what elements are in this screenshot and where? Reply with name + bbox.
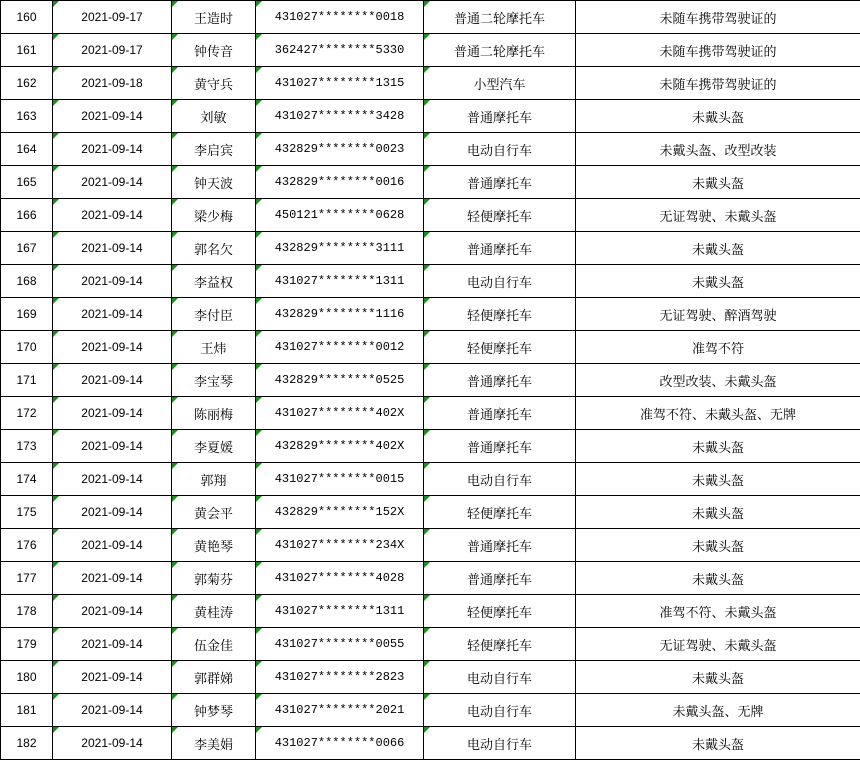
cell-number[interactable]: 176 [1,529,53,562]
table-row [1,34,860,67]
cell-date[interactable]: 2021-09-14 [53,232,172,265]
cell-number[interactable]: 175 [1,496,53,529]
cell-number[interactable]: 178 [1,595,53,628]
cell-number[interactable]: 182 [1,727,53,760]
cell-violation[interactable]: 未随车携带驾驶证的 [576,34,860,67]
cell-id-number[interactable]: 431027********0015 [256,463,424,496]
cell-name[interactable]: 王炜 [172,331,256,364]
cell-id-number[interactable]: 432829********152X [256,496,424,529]
cell-name[interactable]: 李美娟 [172,727,256,760]
cell-number[interactable]: 160 [1,1,53,34]
cell-vehicle-type[interactable]: 电动自行车 [424,133,576,166]
cell-vehicle-type[interactable]: 普通摩托车 [424,232,576,265]
cell-number[interactable]: 166 [1,199,53,232]
cell-date[interactable]: 2021-09-14 [53,463,172,496]
cell-name[interactable]: 李益权 [172,265,256,298]
cell-number[interactable]: 165 [1,166,53,199]
cell-number[interactable]: 174 [1,463,53,496]
cell-violation[interactable]: 无证驾驶、未戴头盔 [576,628,860,661]
cell-date[interactable]: 2021-09-14 [53,529,172,562]
cell-violation[interactable]: 未戴头盔 [576,562,860,595]
cell-violation[interactable]: 未戴头盔 [576,232,860,265]
cell-violation[interactable]: 未随车携带驾驶证的 [576,1,860,34]
cell-violation[interactable]: 未戴头盔 [576,265,860,298]
cell-vehicle-type[interactable]: 普通摩托车 [424,100,576,133]
cell-vehicle-type[interactable]: 轻便摩托车 [424,199,576,232]
cell-id-number[interactable]: 432829********1116 [256,298,424,331]
cell-violation[interactable]: 改型改装、未戴头盔 [576,364,860,397]
cell-violation[interactable]: 未戴头盔 [576,661,860,694]
cell-name[interactable]: 钟天波 [172,166,256,199]
cell-vehicle-type[interactable]: 普通摩托车 [424,397,576,430]
table-row [1,595,860,628]
cell-name[interactable]: 黄桂涛 [172,595,256,628]
cell-number[interactable]: 180 [1,661,53,694]
table-row [1,364,860,397]
cell-violation[interactable]: 准驾不符、未戴头盔、无牌 [576,397,860,430]
cell-name[interactable]: 黄会平 [172,496,256,529]
cell-id-number[interactable]: 362427********5330 [256,34,424,67]
cell-id-number[interactable]: 431027********3428 [256,100,424,133]
cell-id-number[interactable]: 431027********0012 [256,331,424,364]
cell-date[interactable]: 2021-09-17 [53,1,172,34]
cell-vehicle-type[interactable]: 普通摩托车 [424,166,576,199]
cell-violation[interactable]: 准驾不符 [576,331,860,364]
cell-number[interactable]: 170 [1,331,53,364]
table-row [1,562,860,595]
cell-vehicle-type[interactable]: 电动自行车 [424,265,576,298]
cell-name[interactable]: 李宝琴 [172,364,256,397]
cell-name[interactable]: 李启宾 [172,133,256,166]
table-row [1,67,860,100]
cell-vehicle-type[interactable]: 轻便摩托车 [424,595,576,628]
cell-vehicle-type[interactable]: 普通二轮摩托车 [424,1,576,34]
table-row [1,265,860,298]
cell-date[interactable]: 2021-09-14 [53,364,172,397]
cell-date[interactable]: 2021-09-14 [53,496,172,529]
table-row [1,628,860,661]
table-row [1,166,860,199]
cell-number[interactable]: 181 [1,694,53,727]
table-row [1,133,860,166]
cell-number[interactable]: 161 [1,34,53,67]
cell-vehicle-type[interactable]: 普通摩托车 [424,364,576,397]
cell-name[interactable]: 李付臣 [172,298,256,331]
cell-number[interactable]: 172 [1,397,53,430]
cell-date[interactable]: 2021-09-18 [53,67,172,100]
cell-date[interactable]: 2021-09-14 [53,331,172,364]
cell-date[interactable]: 2021-09-14 [53,661,172,694]
cell-name[interactable]: 郭菊芬 [172,562,256,595]
cell-id-number[interactable]: 431027********1311 [256,265,424,298]
table-row [1,298,860,331]
table-row [1,463,860,496]
cell-violation[interactable]: 未戴头盔 [576,430,860,463]
cell-vehicle-type[interactable]: 普通摩托车 [424,430,576,463]
cell-name[interactable]: 陈丽梅 [172,397,256,430]
cell-number[interactable]: 163 [1,100,53,133]
cell-name[interactable]: 钟梦琴 [172,694,256,727]
cell-date[interactable]: 2021-09-14 [53,694,172,727]
cell-date[interactable]: 2021-09-14 [53,133,172,166]
table-row [1,529,860,562]
table-row [1,694,860,727]
table-row [1,397,860,430]
cell-name[interactable]: 王造时 [172,1,256,34]
cell-id-number[interactable]: 431027********0018 [256,1,424,34]
cell-number[interactable]: 164 [1,133,53,166]
cell-id-number[interactable]: 432829********0525 [256,364,424,397]
cell-id-number[interactable]: 431027********2021 [256,694,424,727]
cell-violation[interactable]: 未戴头盔 [576,496,860,529]
cell-vehicle-type[interactable]: 普通二轮摩托车 [424,34,576,67]
cell-date[interactable]: 2021-09-14 [53,298,172,331]
cell-id-number[interactable]: 432829********0016 [256,166,424,199]
cell-name[interactable]: 刘敏 [172,100,256,133]
cell-id-number[interactable]: 432829********0023 [256,133,424,166]
cell-date[interactable]: 2021-09-14 [53,595,172,628]
cell-id-number[interactable]: 431027********1311 [256,595,424,628]
table-row [1,199,860,232]
cell-date[interactable]: 2021-09-14 [53,430,172,463]
cell-name[interactable]: 黄艳琴 [172,529,256,562]
table-row [1,430,860,463]
cell-id-number[interactable]: 450121********0628 [256,199,424,232]
cell-date[interactable]: 2021-09-17 [53,34,172,67]
cell-id-number[interactable]: 431027********4028 [256,562,424,595]
cell-vehicle-type[interactable]: 轻便摩托车 [424,496,576,529]
cell-violation[interactable]: 未戴头盔 [576,100,860,133]
cell-date[interactable]: 2021-09-14 [53,397,172,430]
cell-date[interactable]: 2021-09-14 [53,265,172,298]
cell-name[interactable]: 郭名欠 [172,232,256,265]
cell-vehicle-type[interactable]: 电动自行车 [424,727,576,760]
cell-violation[interactable]: 未戴头盔、改型改装 [576,133,860,166]
table-row [1,727,860,760]
cell-id-number[interactable]: 431027********234X [256,529,424,562]
cell-number[interactable]: 167 [1,232,53,265]
cell-name[interactable]: 黄守兵 [172,67,256,100]
cell-violation[interactable]: 未戴头盔、无牌 [576,694,860,727]
cell-vehicle-type[interactable]: 普通摩托车 [424,529,576,562]
table-row [1,100,860,133]
cell-id-number[interactable]: 431027********0066 [256,727,424,760]
cell-vehicle-type[interactable]: 电动自行车 [424,463,576,496]
cell-violation[interactable]: 准驾不符、未戴头盔 [576,595,860,628]
cell-number[interactable]: 171 [1,364,53,397]
cell-number[interactable]: 173 [1,430,53,463]
cell-vehicle-type[interactable]: 普通摩托车 [424,562,576,595]
cell-date[interactable]: 2021-09-14 [53,727,172,760]
cell-id-number[interactable]: 431027********0055 [256,628,424,661]
table-row [1,496,860,529]
cell-date[interactable]: 2021-09-14 [53,199,172,232]
table-row [1,661,860,694]
cell-number[interactable]: 179 [1,628,53,661]
cell-violation[interactable]: 未戴头盔 [576,529,860,562]
records-table-body [1,1,860,760]
cell-name[interactable]: 钟传音 [172,34,256,67]
cell-vehicle-type[interactable]: 轻便摩托车 [424,298,576,331]
table-row [1,1,860,34]
table-row [1,232,860,265]
cell-date[interactable]: 2021-09-14 [53,166,172,199]
cell-name[interactable]: 郭翔 [172,463,256,496]
cell-id-number[interactable]: 432829********3111 [256,232,424,265]
cell-name[interactable]: 伍金佳 [172,628,256,661]
cell-vehicle-type[interactable]: 电动自行车 [424,694,576,727]
cell-violation[interactable]: 无证驾驶、未戴头盔 [576,199,860,232]
cell-violation[interactable]: 未戴头盔 [576,166,860,199]
cell-number[interactable]: 177 [1,562,53,595]
cell-violation[interactable]: 未随车携带驾驶证的 [576,67,860,100]
cell-vehicle-type[interactable]: 小型汽车 [424,67,576,100]
cell-vehicle-type[interactable]: 轻便摩托车 [424,331,576,364]
cell-violation[interactable]: 无证驾驶、醉酒驾驶 [576,298,860,331]
cell-date[interactable]: 2021-09-14 [53,562,172,595]
cell-name[interactable]: 郭群娣 [172,661,256,694]
cell-date[interactable]: 2021-09-14 [53,628,172,661]
cell-vehicle-type[interactable]: 轻便摩托车 [424,628,576,661]
cell-vehicle-type[interactable]: 电动自行车 [424,661,576,694]
cell-number[interactable]: 162 [1,67,53,100]
cell-number[interactable]: 168 [1,265,53,298]
cell-id-number[interactable]: 431027********1315 [256,67,424,100]
cell-name[interactable]: 梁少梅 [172,199,256,232]
cell-number[interactable]: 169 [1,298,53,331]
cell-violation[interactable]: 未戴头盔 [576,463,860,496]
cell-id-number[interactable]: 431027********402X [256,397,424,430]
cell-date[interactable]: 2021-09-14 [53,100,172,133]
table-row [1,331,860,364]
cell-violation[interactable]: 未戴头盔 [576,727,860,760]
cell-id-number[interactable]: 431027********2823 [256,661,424,694]
cell-id-number[interactable]: 432829********402X [256,430,424,463]
cell-name[interactable]: 李夏媛 [172,430,256,463]
